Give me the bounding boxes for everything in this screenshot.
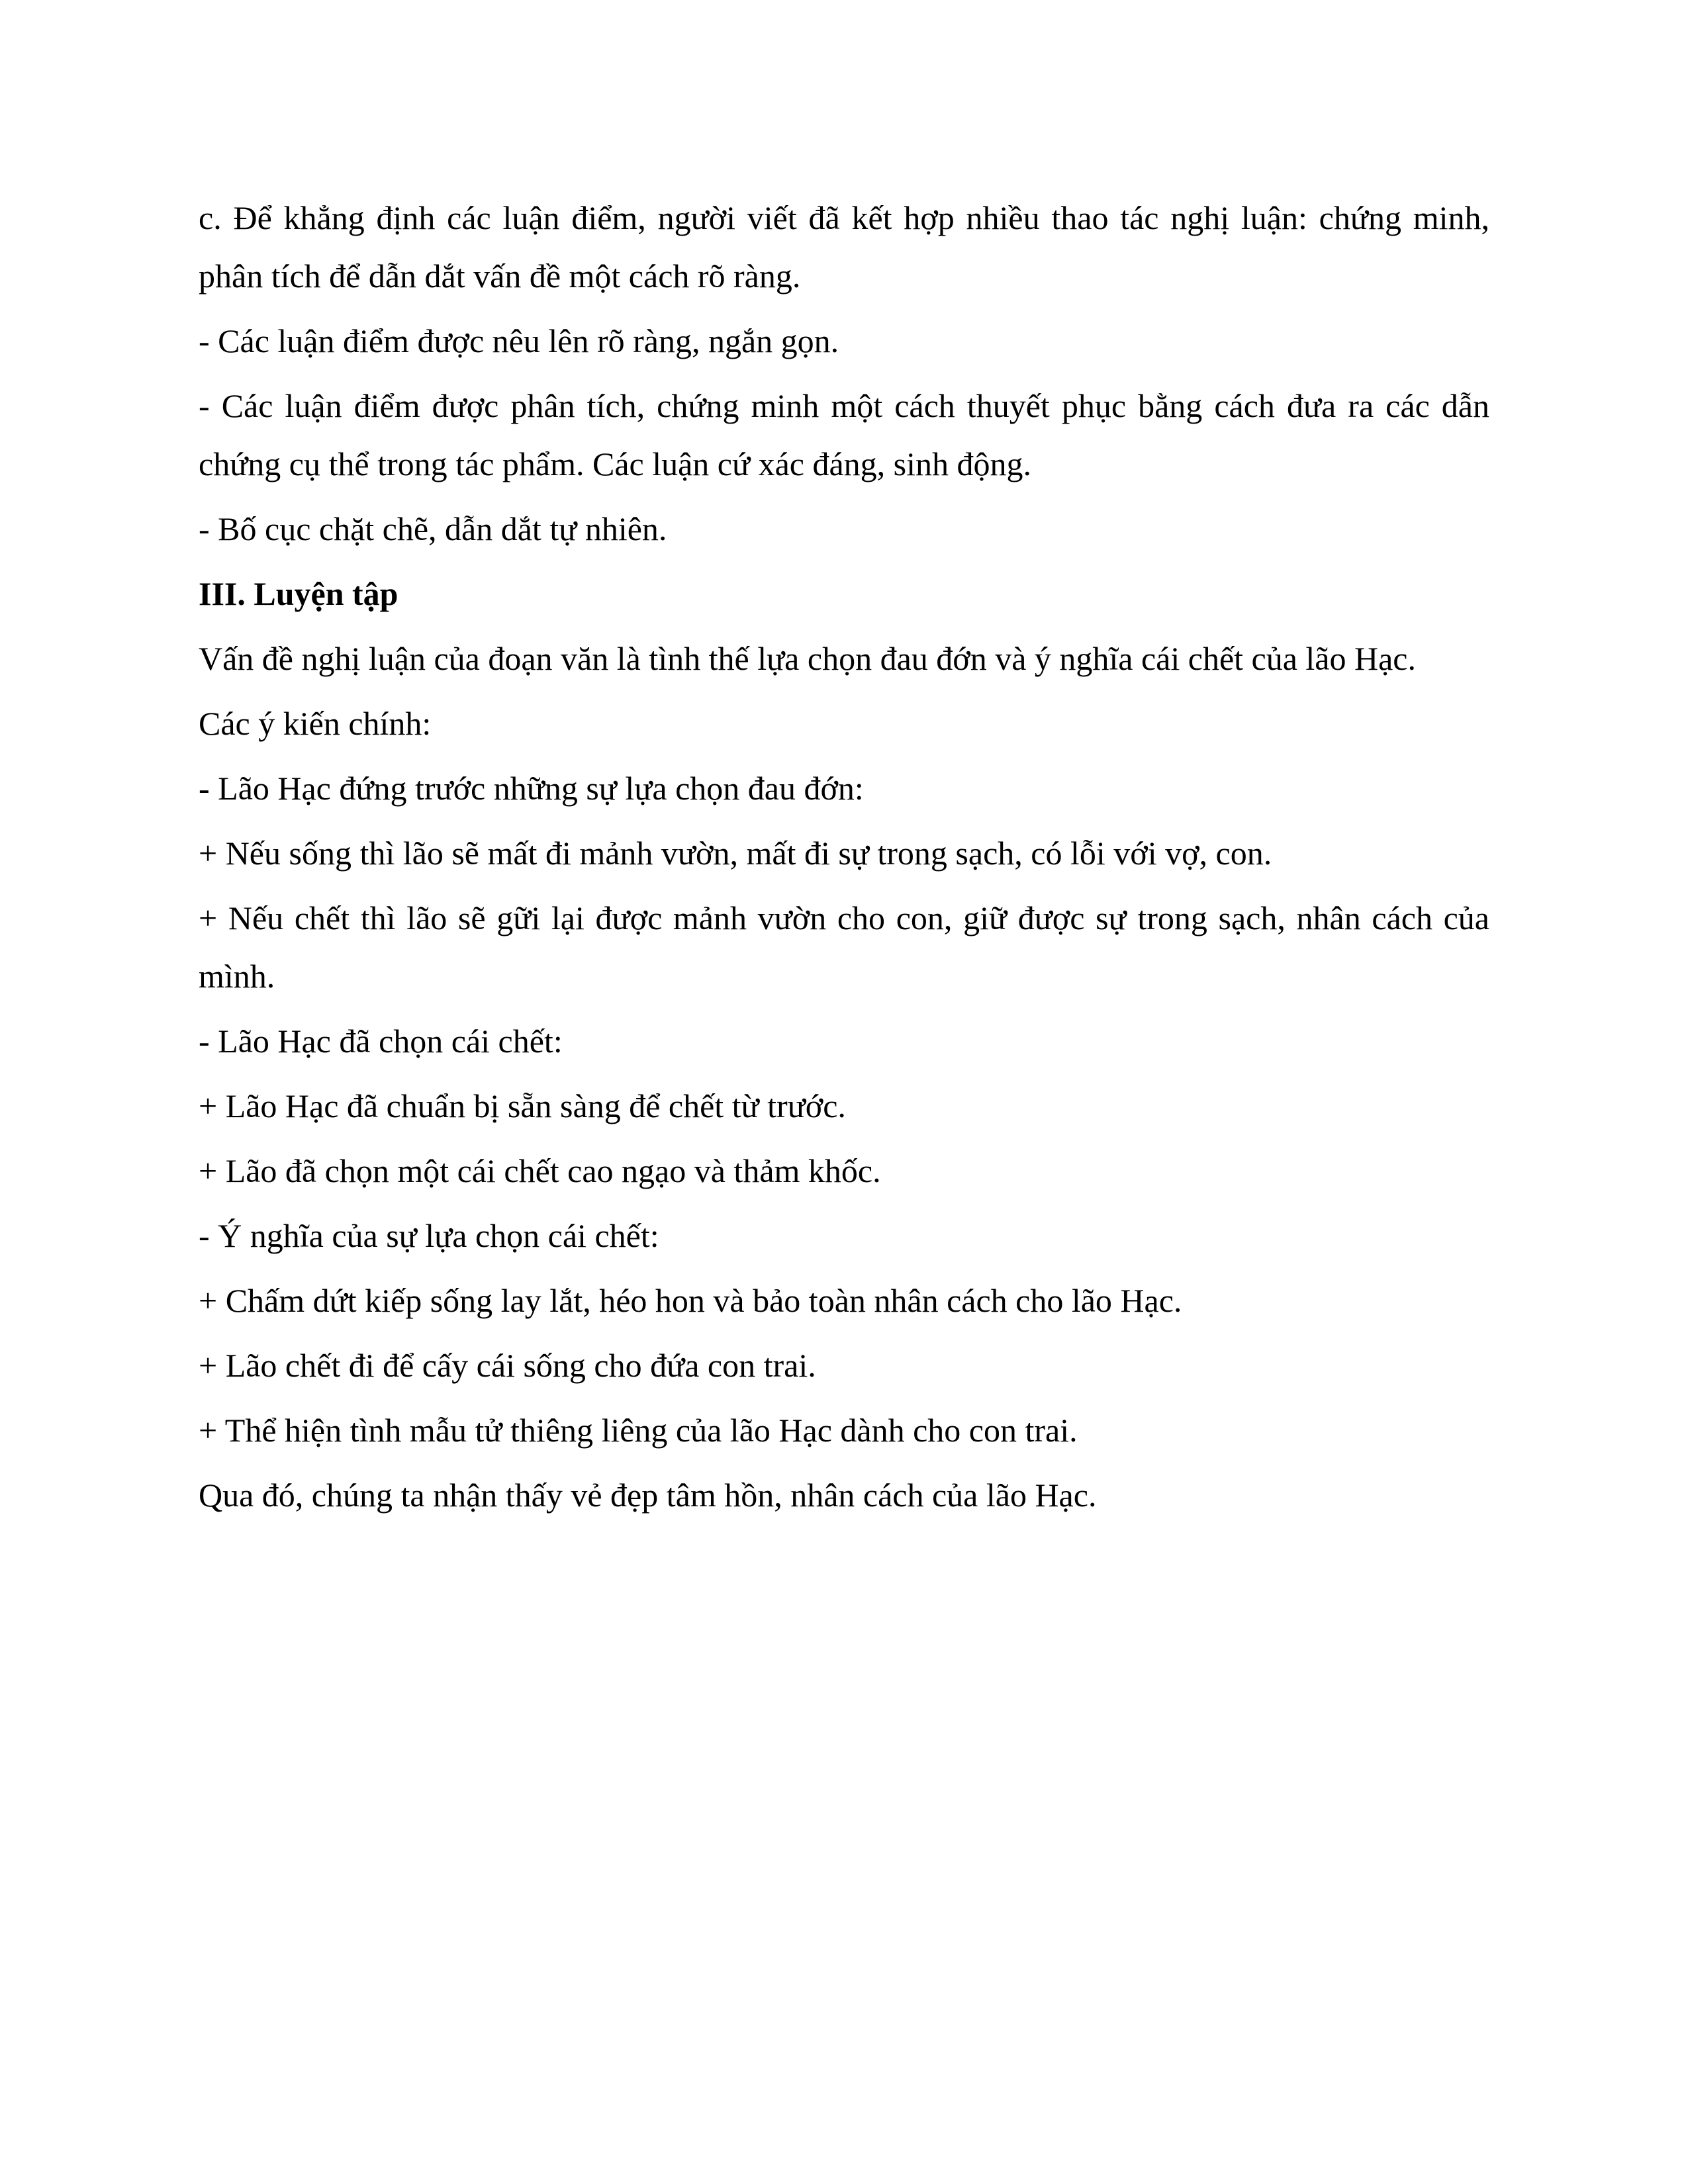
list-subitem-for-son: + Lão chết đi để cấy cái sống cho đứa con trai. bbox=[199, 1347, 816, 1384]
paragraph-conclusion: Qua đó, chúng ta nhận thấy vẻ đẹp tâm hồn, nhân cách của lão Hạc. bbox=[199, 1477, 1097, 1514]
paragraph-main-ideas-label: Các ý kiến chính: bbox=[199, 705, 432, 742]
list-item-chose-death: - Lão Hạc đã chọn cái chết: bbox=[199, 1023, 563, 1060]
list-subitem-parental-love: + Thể hiện tình mẫu tử thiêng liêng của lão Hạc dành cho con trai. bbox=[199, 1412, 1078, 1449]
section-heading-practice: III. Luyện tập bbox=[199, 575, 399, 612]
paragraph-tight-structure: - Bố cục chặt chẽ, dẫn dắt tự nhiên. bbox=[199, 510, 667, 547]
list-item-painful-choices: - Lão Hạc đứng trước những sự lựa chọn đau đớn: bbox=[199, 770, 864, 807]
list-subitem-if-live: + Nếu sống thì lão sẽ mất đi mảnh vườn, mất đi sự trong sạch, có lỗi với vợ, con. bbox=[199, 835, 1272, 872]
list-subitem-if-die: + Nếu chết thì lão sẽ gữi lại được mảnh vườn cho con, giữ được sự trong sạch, nhân cách của mình. bbox=[199, 899, 1489, 995]
paragraph-clear-points: - Các luận điểm được nêu lên rõ ràng, ngắn gọn. bbox=[199, 322, 839, 359]
list-subitem-prepared: + Lão Hạc đã chuẩn bị sẵn sàng để chết từ trước. bbox=[199, 1087, 846, 1124]
paragraph-issue: Vấn đề nghị luận của đoạn văn là tình thế lựa chọn đau đớn và ý nghĩa cái chết của lão Hạc. bbox=[199, 640, 1416, 677]
paragraph-convincing-analysis: - Các luận điểm được phân tích, chứng minh một cách thuyết phục bằng cách đưa ra các dẫn chứng cụ thể trong tác phẩm. Các luận cứ xác đáng, sinh động. bbox=[199, 387, 1489, 482]
list-item-meaning: - Ý nghĩa của sự lựa chọn cái chết: bbox=[199, 1217, 659, 1254]
list-subitem-end-life: + Chấm dứt kiếp sống lay lắt, héo hon và bảo toàn nhân cách cho lão Hạc. bbox=[199, 1282, 1182, 1319]
list-subitem-proud-death: + Lão đã chọn một cái chết cao ngạo và thảm khốc. bbox=[199, 1152, 881, 1189]
paragraph-c-argument-methods: c. Để khẳng định các luận điểm, người viết đã kết hợp nhiều thao tác nghị luận: chứng minh, phân tích để dẫn dắt vấn đề một cách rõ ràng. bbox=[199, 199, 1489, 295]
document-page bbox=[199, 189, 1489, 1531]
